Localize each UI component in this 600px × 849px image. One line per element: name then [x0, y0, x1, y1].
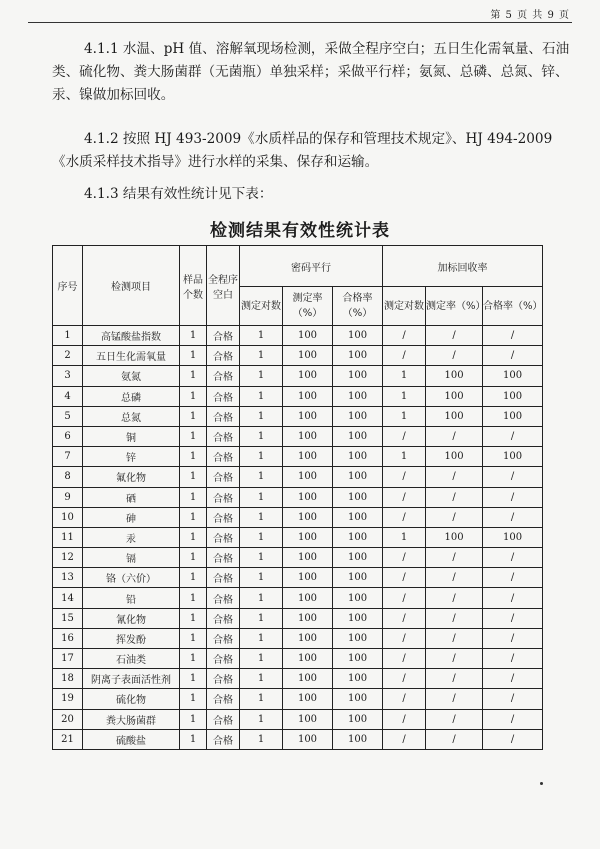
table-cell: 100 [283, 366, 333, 386]
table-cell: 100 [283, 406, 333, 426]
page-number: 第 5 页 共 9 页 [490, 10, 570, 21]
table-cell: 100 [483, 527, 543, 547]
table-cell: / [483, 346, 543, 366]
table-cell: / [483, 588, 543, 608]
table-cell: / [383, 507, 426, 527]
table-cell: / [383, 426, 426, 446]
table-cell: 100 [283, 346, 333, 366]
table-cell: 4 [53, 386, 83, 406]
table-cell: 100 [333, 467, 383, 487]
table-cell: 10 [53, 507, 83, 527]
table-cell: 14 [53, 588, 83, 608]
paragraph-4-1-2: 4.1.2 按照 HJ 493-2009《水质样品的保存和管理技术规定》、HJ 494-2009《水质采样技术指导》进行水样的采集、保存和运输。 [52, 131, 553, 170]
table-cell: 9 [53, 487, 83, 507]
table-cell: 100 [333, 729, 383, 749]
table-cell: 1 [180, 709, 207, 729]
table-cell: 1 [240, 507, 283, 527]
table-cell: 5 [53, 406, 83, 426]
table-cell: 100 [283, 548, 333, 568]
table-cell: 阴离子表面活性剂 [83, 669, 180, 689]
table-cell: 1 [180, 386, 207, 406]
table-cell: / [483, 669, 543, 689]
table-cell: 粪大肠菌群 [83, 709, 180, 729]
table-cell: / [483, 568, 543, 588]
table-cell: 1 [383, 447, 426, 467]
table-cell: 高锰酸盐指数 [83, 326, 180, 346]
table-row [53, 689, 543, 709]
table-cell: 1 [180, 628, 207, 648]
header-recovery-group: 加标回收率 [383, 246, 543, 287]
table-cell: / [383, 729, 426, 749]
table-cell: / [426, 588, 483, 608]
table-cell: 合格 [207, 467, 240, 487]
header-sub: 测定率（%） [283, 287, 333, 326]
table-cell: 1 [180, 426, 207, 446]
table-cell: 1 [180, 669, 207, 689]
table-cell: 铅 [83, 588, 180, 608]
table-cell: 100 [283, 386, 333, 406]
table-cell: 11 [53, 527, 83, 547]
table-cell: 20 [53, 709, 83, 729]
table-cell: 100 [283, 426, 333, 446]
table-cell: / [383, 628, 426, 648]
table-cell: 1 [180, 487, 207, 507]
table-cell: 镉 [83, 548, 180, 568]
table-cell: 100 [333, 588, 383, 608]
table-cell: / [383, 467, 426, 487]
table-title: 检测结果有效性统计表 [210, 221, 390, 241]
table-cell: 1 [240, 447, 283, 467]
table-cell: 3 [53, 366, 83, 386]
table-body [53, 326, 543, 750]
table-cell: 合格 [207, 507, 240, 527]
table-cell: 100 [483, 366, 543, 386]
table-cell: 合格 [207, 447, 240, 467]
table-cell: 1 [180, 689, 207, 709]
table-row [53, 568, 543, 588]
table-cell: 1 [240, 628, 283, 648]
table-cell: / [483, 608, 543, 628]
table-cell: / [426, 326, 483, 346]
table-cell: 挥发酚 [83, 628, 180, 648]
table-cell: 氰化物 [83, 608, 180, 628]
table-cell: 100 [283, 669, 333, 689]
table-row [53, 527, 543, 547]
table-row [53, 467, 543, 487]
table-cell: 1 [240, 326, 283, 346]
table-cell: 100 [333, 568, 383, 588]
table-cell: 16 [53, 628, 83, 648]
table-cell: / [383, 649, 426, 669]
table-cell: 1 [180, 568, 207, 588]
table-cell: 1 [383, 366, 426, 386]
table-cell: / [426, 568, 483, 588]
table-cell: 100 [283, 568, 333, 588]
table-cell: 1 [240, 588, 283, 608]
table-row [53, 487, 543, 507]
table-cell: 铜 [83, 426, 180, 446]
table-cell: 100 [333, 689, 383, 709]
table-cell: 1 [240, 406, 283, 426]
table-cell: 合格 [207, 326, 240, 346]
table-cell: / [426, 608, 483, 628]
table-cell: 100 [333, 487, 383, 507]
table-cell: / [483, 426, 543, 446]
table-cell: / [426, 669, 483, 689]
table-cell: / [426, 628, 483, 648]
table-cell: 1 [240, 689, 283, 709]
table-cell: 1 [240, 548, 283, 568]
table-cell: / [426, 487, 483, 507]
table-cell: 1 [240, 568, 283, 588]
table-cell: 1 [240, 729, 283, 749]
table-cell: 100 [426, 447, 483, 467]
header-seq: 序号 [53, 246, 83, 326]
header-sub: 合格率（%） [483, 287, 543, 326]
table-cell: 合格 [207, 568, 240, 588]
table-cell: 五日生化需氧量 [83, 346, 180, 366]
table-cell: 100 [333, 386, 383, 406]
table-cell: 1 [180, 406, 207, 426]
table-cell: 铬（六价） [83, 568, 180, 588]
table-row [53, 326, 543, 346]
table-cell: 1 [180, 507, 207, 527]
table-cell: 100 [483, 386, 543, 406]
header-sample-count: 样品个数 [180, 246, 207, 326]
table-cell: / [383, 568, 426, 588]
table-cell: 总氮 [83, 406, 180, 426]
table-cell: 合格 [207, 588, 240, 608]
table-cell: 合格 [207, 366, 240, 386]
table-cell: 硫化物 [83, 689, 180, 709]
table-cell: / [383, 588, 426, 608]
table-row [53, 608, 543, 628]
table-cell: / [383, 669, 426, 689]
table-cell: / [383, 689, 426, 709]
table-cell: 100 [283, 588, 333, 608]
table-cell: 1 [240, 426, 283, 446]
header-sub: 合格率（%） [333, 287, 383, 326]
table-row [53, 649, 543, 669]
header-sub: 测定对数 [383, 287, 426, 326]
table-cell: 1 [180, 649, 207, 669]
table-cell: 18 [53, 669, 83, 689]
table-cell: 1 [240, 366, 283, 386]
table-cell: 100 [426, 366, 483, 386]
table-cell: 合格 [207, 487, 240, 507]
table-cell: 合格 [207, 628, 240, 648]
table-cell: 1 [240, 669, 283, 689]
table-cell: 100 [333, 527, 383, 547]
table-cell: 合格 [207, 406, 240, 426]
table-cell: 6 [53, 426, 83, 446]
table-cell: 100 [283, 487, 333, 507]
table-cell: / [483, 689, 543, 709]
table-cell: 100 [283, 527, 333, 547]
table-cell: 1 [240, 487, 283, 507]
validity-table [52, 245, 543, 750]
table-cell: 合格 [207, 346, 240, 366]
table-cell: 100 [333, 346, 383, 366]
table-row [53, 669, 543, 689]
table-cell: 1 [240, 467, 283, 487]
table-cell: 合格 [207, 689, 240, 709]
table-cell: / [483, 326, 543, 346]
table-cell: 合格 [207, 548, 240, 568]
table-cell: / [383, 487, 426, 507]
table-row [53, 406, 543, 426]
table-cell: 15 [53, 608, 83, 628]
table-cell: 1 [180, 608, 207, 628]
table-cell: 100 [333, 447, 383, 467]
table-row [53, 548, 543, 568]
table-cell: / [483, 729, 543, 749]
table-cell: / [483, 649, 543, 669]
table-cell: 100 [283, 729, 333, 749]
table-cell: 1 [383, 406, 426, 426]
table-cell: 100 [333, 709, 383, 729]
table-cell: 合格 [207, 426, 240, 446]
table-cell: 100 [426, 406, 483, 426]
table-cell: / [383, 608, 426, 628]
table-cell: 1 [180, 467, 207, 487]
table-cell: 1 [180, 346, 207, 366]
header-blank: 全程序空白 [207, 246, 240, 326]
table-cell: 1 [180, 527, 207, 547]
table-cell: 21 [53, 729, 83, 749]
table-row [53, 366, 543, 386]
table-cell: / [426, 709, 483, 729]
table-cell: 8 [53, 467, 83, 487]
table-row [53, 709, 543, 729]
table-cell: 100 [333, 406, 383, 426]
header-sub: 测定率（%） [426, 287, 483, 326]
table-cell: 1 [240, 608, 283, 628]
table-row [53, 386, 543, 406]
table-cell: 石油类 [83, 649, 180, 669]
table-cell: / [426, 689, 483, 709]
table-cell: 氨氮 [83, 366, 180, 386]
table-cell: 17 [53, 649, 83, 669]
table-cell: 2 [53, 346, 83, 366]
table-cell: / [483, 709, 543, 729]
table-cell: 1 [180, 326, 207, 346]
table-cell: 合格 [207, 386, 240, 406]
table-cell: 100 [283, 326, 333, 346]
table-row [53, 507, 543, 527]
table-cell: 13 [53, 568, 83, 588]
table-cell: / [383, 326, 426, 346]
header-sub: 测定对数 [240, 287, 283, 326]
table-cell: / [426, 507, 483, 527]
table-cell: 100 [283, 447, 333, 467]
table-row [53, 588, 543, 608]
table-cell: 1 [383, 386, 426, 406]
table-cell: 100 [333, 326, 383, 346]
table-cell: 7 [53, 447, 83, 467]
table-cell: / [426, 346, 483, 366]
table-cell: / [483, 548, 543, 568]
table-cell: 1 [180, 729, 207, 749]
table-cell: / [426, 548, 483, 568]
header-item: 检测项目 [83, 246, 180, 326]
table-row [53, 346, 543, 366]
table-row [53, 628, 543, 648]
table-cell: 100 [333, 426, 383, 446]
table-cell: 100 [333, 669, 383, 689]
table-cell: 氟化物 [83, 467, 180, 487]
table-cell: 100 [483, 406, 543, 426]
table-cell: / [483, 487, 543, 507]
table-row [53, 426, 543, 446]
table-cell: 1 [240, 346, 283, 366]
table-cell: 1 [240, 649, 283, 669]
table-cell: 合格 [207, 729, 240, 749]
table-cell: 100 [283, 608, 333, 628]
table-cell: / [426, 467, 483, 487]
table-cell: / [383, 548, 426, 568]
table-cell: 合格 [207, 649, 240, 669]
table-cell: 100 [426, 386, 483, 406]
table-cell: / [426, 426, 483, 446]
table-cell: 1 [180, 548, 207, 568]
table-cell: 砷 [83, 507, 180, 527]
table-cell: 100 [283, 709, 333, 729]
table-cell: 硒 [83, 487, 180, 507]
header-parallel-group: 密码平行 [240, 246, 383, 287]
table-cell: 100 [333, 628, 383, 648]
table-cell: 1 [53, 326, 83, 346]
table-cell: 1 [240, 527, 283, 547]
table-cell: 硫酸盐 [83, 729, 180, 749]
table-cell: / [483, 467, 543, 487]
table-cell: 1 [180, 447, 207, 467]
table-row [53, 729, 543, 749]
table-cell: 1 [180, 366, 207, 386]
table-cell: 1 [240, 709, 283, 729]
table-cell: 锌 [83, 447, 180, 467]
table-cell: 合格 [207, 527, 240, 547]
table-cell: 100 [283, 507, 333, 527]
table-cell: 100 [426, 527, 483, 547]
table-cell: 100 [283, 689, 333, 709]
table-cell: 合格 [207, 709, 240, 729]
table-cell: 合格 [207, 608, 240, 628]
table-cell: / [426, 729, 483, 749]
table-cell: / [483, 507, 543, 527]
table-cell: 100 [283, 628, 333, 648]
table-cell: 1 [180, 588, 207, 608]
table-cell: 100 [483, 447, 543, 467]
table-cell: 12 [53, 548, 83, 568]
table-cell: 100 [333, 608, 383, 628]
table-cell: 总磷 [83, 386, 180, 406]
paragraph-4-1-3: 4.1.3 结果有效性统计见下表： [84, 186, 273, 202]
table-cell: 19 [53, 689, 83, 709]
table-cell: / [426, 649, 483, 669]
table-row [53, 447, 543, 467]
table-cell: / [383, 346, 426, 366]
table-cell: 100 [283, 467, 333, 487]
table-cell: / [483, 628, 543, 648]
table-cell: 100 [333, 649, 383, 669]
table-cell: 1 [240, 386, 283, 406]
table-cell: / [383, 709, 426, 729]
header-divider [28, 22, 572, 23]
table-cell: 合格 [207, 669, 240, 689]
scan-mark [540, 782, 543, 785]
table-cell: 1 [383, 527, 426, 547]
table-cell: 100 [333, 507, 383, 527]
paragraph-4-1-1: 4.1.1 水温、pH 值、溶解氧现场检测，采做全程序空白；五日生化需氧量、石油类、硫化物、粪大肠菌群（无菌瓶）单独采样；采做平行样；氨氮、总磷、总氮、锌、汞、镍做加标回收。 [52, 41, 570, 103]
table-cell: 100 [283, 649, 333, 669]
table-cell: 汞 [83, 527, 180, 547]
table-cell: 100 [333, 366, 383, 386]
table-cell: 100 [333, 548, 383, 568]
